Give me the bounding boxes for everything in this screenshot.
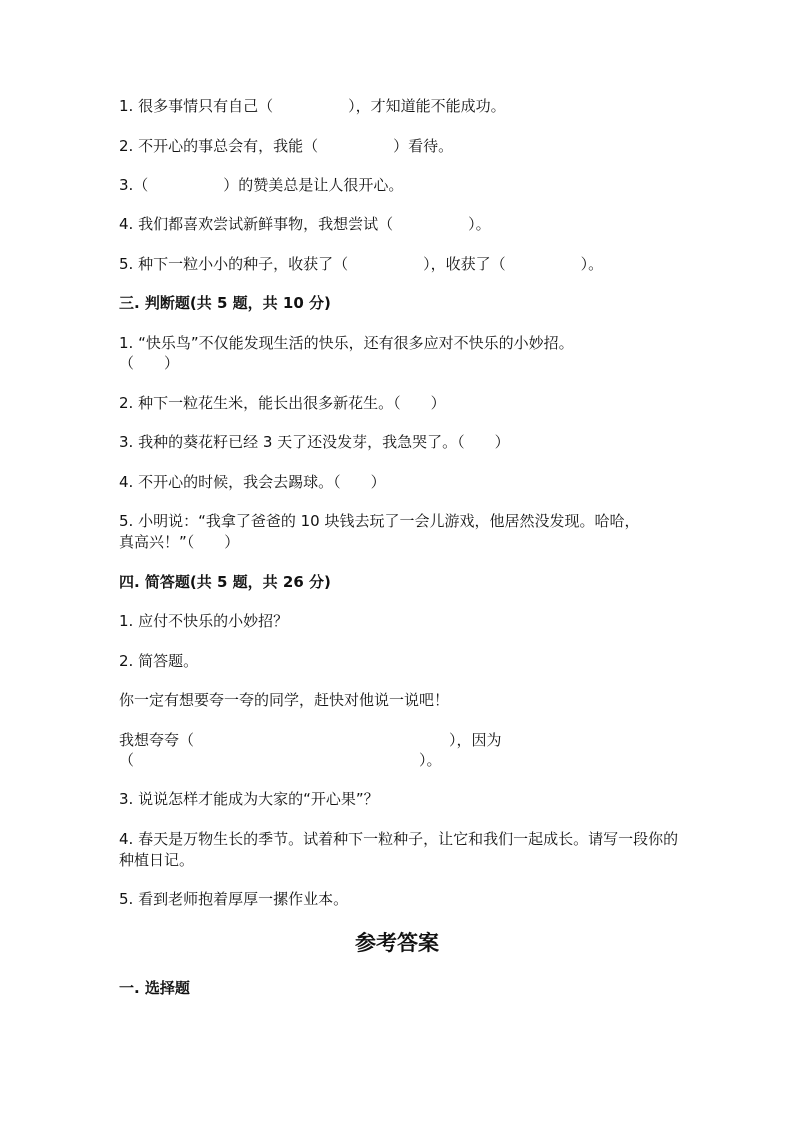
short-question-3: 3. 说说怎样才能成为大家的“开心果”？ [119, 790, 379, 808]
short-question-4: 4. 春天是万物生长的季节。试着种下一粒种子，让它和我们一起成长。请写一段你的种植日记。 [119, 830, 679, 869]
answer-section-1-heading: 一. 选择题 [119, 979, 190, 997]
short-question-5: 5. 看到老师抱着厚厚一摞作业本。 [119, 890, 349, 908]
judge-question-1-line-2: （ ） [119, 354, 180, 372]
section-3-heading: 三. 判断题(共 5 题，共 10 分) [119, 294, 331, 312]
short-question-2-prompt: 你一定有想要夸一夸的同学，赶快对他说一说吧！ [119, 691, 450, 709]
fill-question-5: 5. 种下一粒小小的种子，收获了（ ），收获了（ ）。 [119, 255, 604, 273]
section-4-heading: 四. 简答题(共 5 题，共 26 分) [119, 573, 331, 591]
judge-question-5-line-2: 真高兴！”（ ） [119, 533, 240, 551]
judge-question-5-line-1: 5. 小明说：“我拿了爸爸的 10 块钱去玩了一会儿游戏，他居然没发现。哈哈， [119, 512, 640, 530]
fill-question-4: 4. 我们都喜欢尝试新鲜事物，我想尝试（ ）。 [119, 215, 491, 233]
short-question-2-fill-line-2: （ ）。 [119, 751, 442, 769]
judge-question-4: 4. 不开心的时候，我会去踢球。（ ） [119, 473, 386, 491]
judge-question-1-line-1: 1. “快乐鸟”不仅能发现生活的快乐，还有很多应对不快乐的小妙招。 [119, 334, 574, 352]
fill-question-3: 3.（ ）的赞美总是让人很开心。 [119, 176, 404, 194]
fill-question-1: 1. 很多事情只有自己（ ），才知道能不能成功。 [119, 97, 506, 115]
fill-question-2: 2. 不开心的事总会有，我能（ ）看待。 [119, 137, 454, 155]
short-question-2: 2. 简答题。 [119, 652, 199, 670]
short-question-1: 1. 应付不快乐的小妙招？ [119, 612, 289, 630]
judge-question-2: 2. 种下一粒花生米，能长出很多新花生。（ ） [119, 394, 446, 412]
answer-key-title: 参考答案 [355, 930, 439, 955]
short-question-2-fill-line-1: 我想夸夸（ ），因为 [119, 731, 502, 749]
judge-question-3: 3. 我种的葵花籽已经 3 天了还没发芽，我急哭了。（ ） [119, 433, 510, 451]
